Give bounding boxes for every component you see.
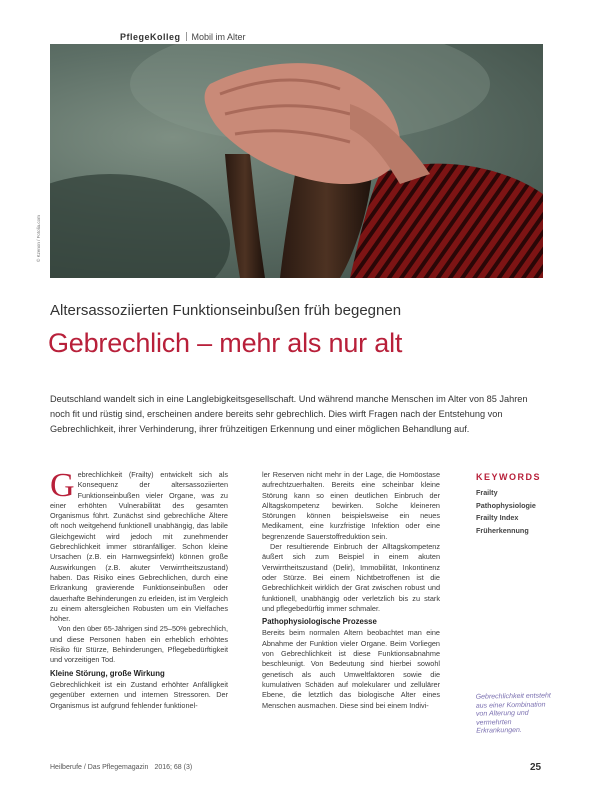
header-brand: PflegeKolleg <box>120 32 181 42</box>
page-footer <box>50 764 192 771</box>
keywords-box <box>476 472 556 537</box>
footer-issue: 2016; 68 (3) <box>154 764 193 771</box>
paragraph: ler Reserven nicht mehr in der Lage, die Homöostase aufrechtzuerhalten. Bereits eine scheinbar kleine Störung kann so einen deutlichen Einbruch der Alltagskompetenz bewirken. Solche kleineren Störungen können beispielsweise ein neues Medikament, eine kurzfristige Infektion oder eine begrenzende Sauerstoffreduktion sein. <box>262 470 440 541</box>
running-header <box>120 32 246 42</box>
photo-illustration <box>50 44 543 278</box>
keyword-item: Früherkennung <box>476 525 529 535</box>
handwritten-margin-note: Gebrechlichkeit entsteht aus einer Kombination von Alterung und vermehrten Erkrankungen. <box>475 692 551 736</box>
article-subtitle: Altersassoziierten Funktionseinbußen früh begegnen <box>50 302 402 319</box>
paragraph: Von den über 65-Jährigen sind 25–50% gebrechlich, und diese Personen haben ein erheblich erhöhtes Risiko für Stürze, Behinderungen, Pflegebedürftigkeit und vorzeitigen Tod. <box>50 624 228 665</box>
section-heading: Pathophysiologische Prozesse <box>262 617 377 627</box>
paragraph <box>50 467 228 624</box>
article-lead: Deutschland wandelt sich in eine Langlebigkeitsgesellschaft. Und während manche Menschen im Alter von 85 Jahren noch fit und rüstig sind, erscheinen andere bereits sehr gebrechlich. Dies wirft Fragen nach der Entstehung von Gebrechlichkeit, ihrer Verhinderung, ihrer frühzeitigen Erkennung und einer möglichen Behandlung auf. <box>50 394 528 434</box>
paragraph: Der resultierende Einbruch der Alltagskompetenz äußert sich zum Beispiel in einem akuten Verwirrtheitszustand (Delir), Immobilität, Inkontinenz oder Stürze. Bei einem Nichtbetroffenen ist die Gebrechlichkeit wirklich der Grat zwischen robust und funktionell, unabhängig oder verletzlich bis zu stark und pflegebedürftig immer schmaler. <box>262 542 440 613</box>
article-photo <box>50 44 543 278</box>
keyword-item: Frailty Index <box>476 513 519 522</box>
paragraph: Gebrechlichkeit ist ein Zustand erhöhter Anfälligkeit gegenüber externen und internen Stressoren. Der Organismus ist aufgrund fehlender funktionel- <box>50 679 228 710</box>
header-section: Mobil im Alter <box>191 32 246 42</box>
photo-credit: © Kzenon / Fotolia.com <box>36 215 41 262</box>
header-divider <box>186 32 187 41</box>
footer-journal: Heilberufe / Das Pflegemagazin <box>50 764 149 771</box>
drop-cap: G <box>50 467 75 504</box>
text-column-2 <box>262 470 440 711</box>
keyword-item: Pathophysiologie <box>476 500 536 510</box>
article-title: Gebrechlich – mehr als nur alt <box>48 328 403 358</box>
text-column-1 <box>50 467 228 711</box>
keywords-heading: KEYWORDS <box>476 472 542 482</box>
section-heading: Kleine Störung, große Wirkung <box>50 668 165 678</box>
keyword-item: Frailty <box>476 488 498 497</box>
paragraph-text: ebrechlichkeit (Frailty) entwickelt sich als Konsequenz der altersassoziierten Funktionseinbußen vieler Organe, was zu einer erhöhten Vulnerabilität des gesamten Organismus führt. Zunächst sind gebrechliche Ältere oft noch weitgehend funktionell unabhängig, das labile Gleichgewicht wird jedoch mit zunehmender Gebrechlichkeit immer störanfälliger. Schon kleine Ursachen (z.B. ein Harnwegsinfekt) können große Auswirkungen (z.B. akuter Verwirrtheitszustand) haben. Das Risiko eines Gebrechlichen, durch eine Erkrankung gravierende Funktionseinbußen oder dauerhafte Behinderungen zu erleiden, ist im Vergleich zu einem altersgleichen Robusten um ein Vielfaches höher. <box>50 470 228 624</box>
page-number: 25 <box>530 762 542 773</box>
paragraph: Bereits beim normalen Altern beobachtet man eine Abnahme der Funktion vieler Organe. Beim Vorliegen von Gebrechlichkeit ist diese Funktionsabnahme beschleunigt. Von Bedeutung sind hierbei sowohl genetisch als auch Umweltfaktoren sowie die kumulativen Schäden auf molekularer und zellulärer Ebene, die letztlich das biologische Alter eines Menschen ausmachen. Diese sind bei einem Indivi- <box>262 628 440 710</box>
